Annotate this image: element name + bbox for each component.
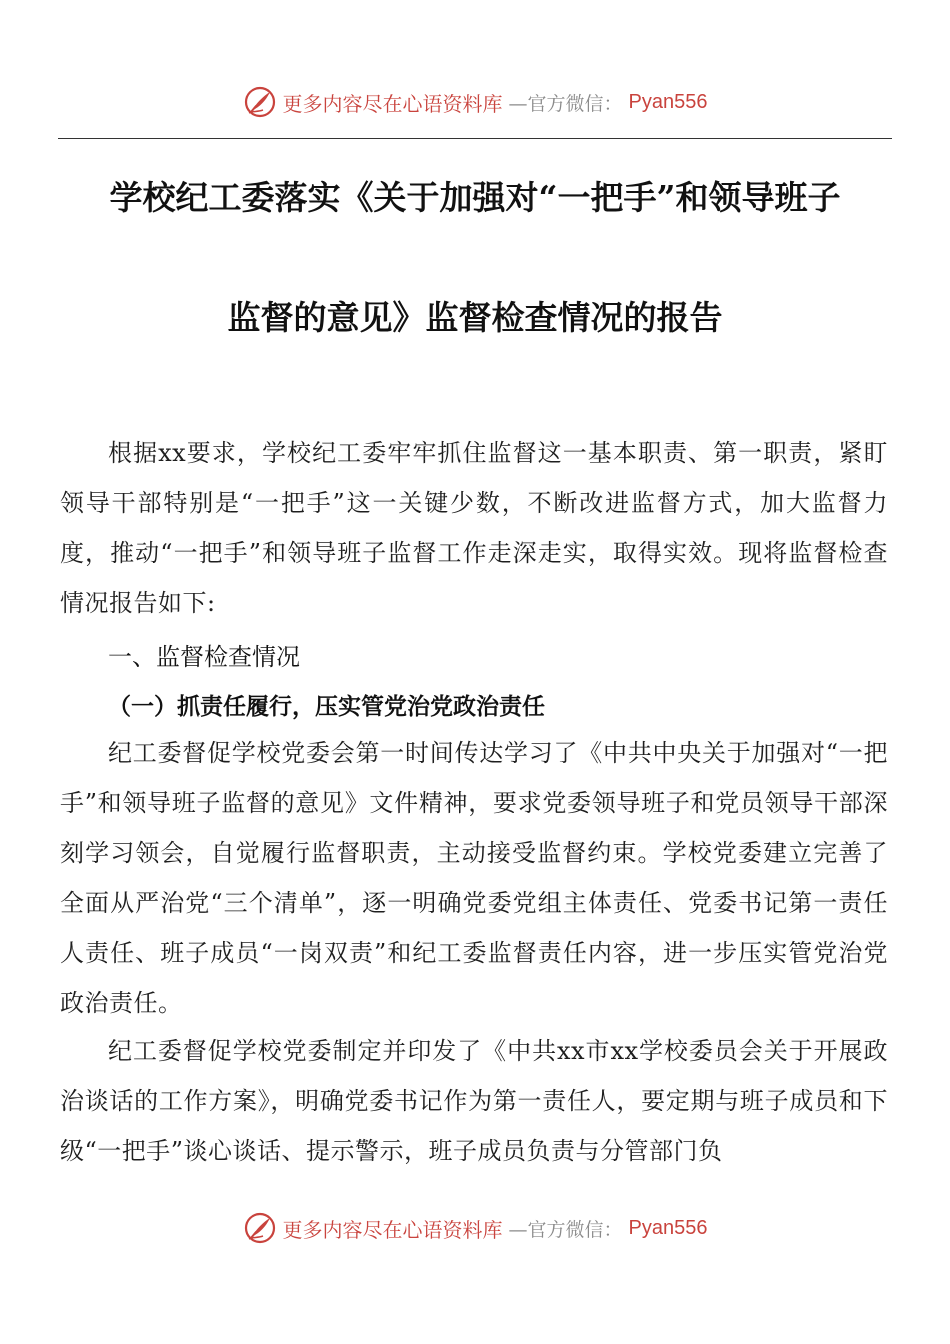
watermark-slogan: 更多内容尽在心语资料库 [282, 1217, 503, 1242]
quill-logo-icon [243, 85, 277, 119]
intro-paragraph: 根据xx要求，学校纪工委牢牢抓住监督这一基本职责、第一职责，紧盯领导干部特别是“一把手”这一关键少数，不断改进监督方式，加大监督力度，推动“一把手”和领导班子监督工作走深走实，取得实效。现将监督检查情况报告如下: [60, 439, 888, 617]
footer-watermark [0, 1208, 950, 1248]
body-paragraph-1: 纪工委督促学校党委会第一时间传达学习了《中共中央关于加强对“一把手”和领导班子监督的意见》文件精神，要求党委领导班子和党员领导干部深刻学习领会，自觉履行监督职责，主动接受监督约束。学校党委建立完善了全面从严治党“三个清单”，逐一明确党委党组主体责任、党委书记第一责任人责任、班子成员“一岗双责”和纪工委监督责任内容，进一步压实管党治党政治责任。 [60, 739, 888, 1017]
quill-logo-icon [243, 1211, 277, 1245]
watermark-wechat-id: Pyan556 [628, 90, 708, 113]
subsection-heading: （一）抓责任履行，压实管党治党政治责任 [108, 693, 545, 720]
document-title-line2: 监督的意见》监督检查情况的报告 [227, 298, 723, 337]
header-divider [58, 138, 892, 139]
header-watermark [0, 82, 950, 122]
watermark-slogan: 更多内容尽在心语资料库 [282, 91, 503, 116]
document-title-line1: 学校纪工委落实《关于加强对“一把手”和领导班子 [109, 178, 841, 217]
body-paragraph-2: 纪工委督促学校党委制定并印发了《中共xx市xx学校委员会关于开展政治谈话的工作方案》，明确党委书记作为第一责任人，要定期与班子成员和下级“一把手”谈心谈话、提示警示，班子成员负责与分管部门负 [60, 1037, 888, 1165]
watermark-wechat-label: —官方微信： [508, 92, 623, 115]
watermark-wechat-id: Pyan556 [628, 1216, 708, 1239]
section-heading: 一、监督检查情况 [108, 643, 300, 671]
watermark-wechat-label: —官方微信： [508, 1218, 623, 1241]
